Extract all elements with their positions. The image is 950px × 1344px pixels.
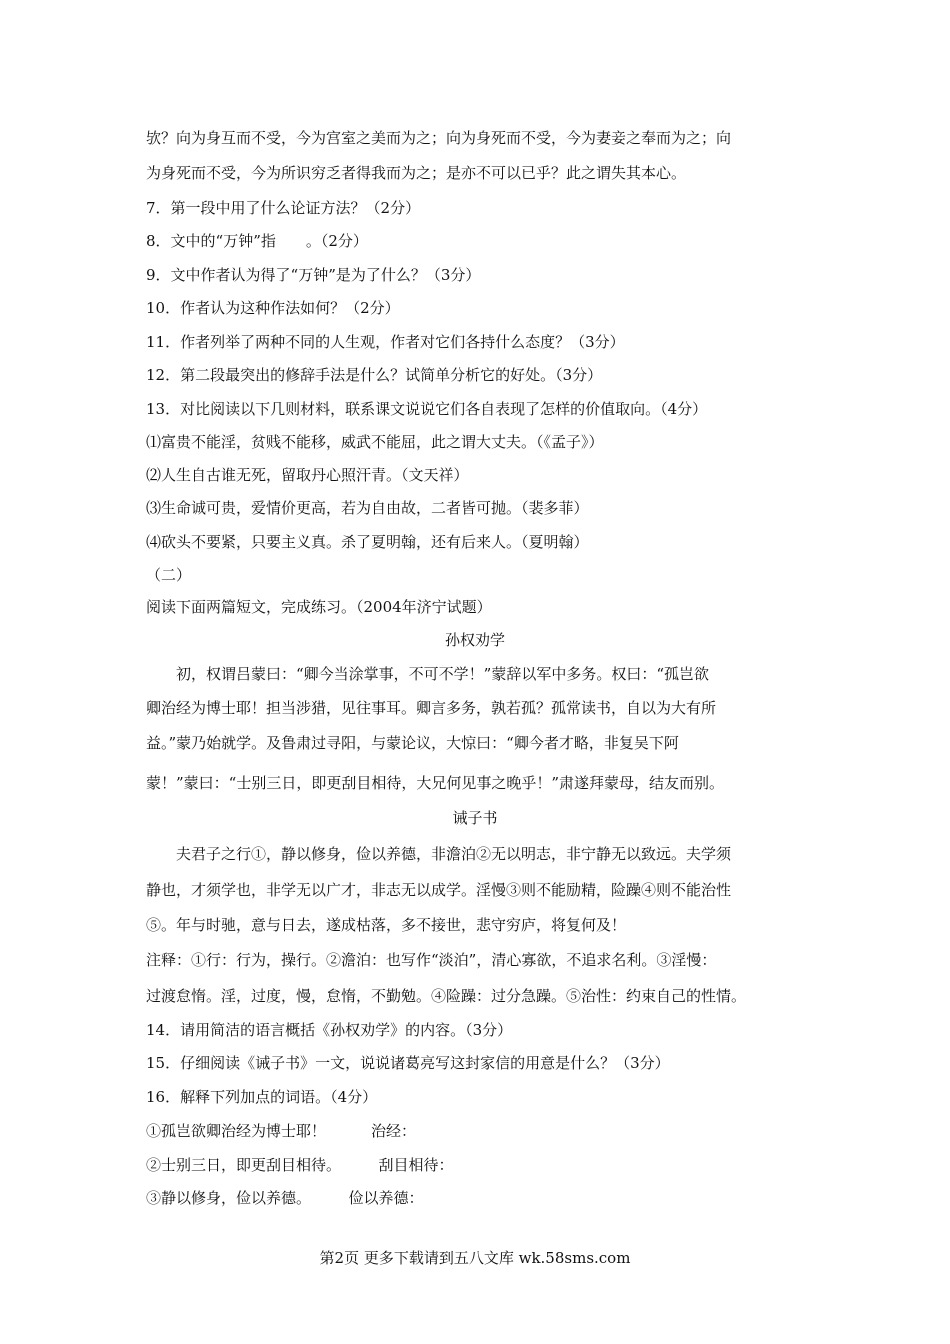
term-item-2: ②士别三日，即更刮目相待。 刮目相待： (146, 1156, 454, 1174)
text-line: 为身死而不受，今为所识穷乏者得我而为之；是亦不可以已乎？此之谓失其本心。 (146, 164, 687, 182)
annotation-line: 过渡怠惰。淫，过度，慢，怠惰，不勤勉。④险躁：过分急躁。⑤治性：约束自己的性情。 (146, 987, 747, 1005)
question-9: 9．文中作者认为得了“万钟”是为了什么？（3分） (146, 266, 481, 284)
material-1: ⑴富贵不能淫，贫贱不能移，威武不能屈，此之谓大丈夫。（《孟子》） (146, 433, 604, 451)
question-11: 11．作者列举了两种不同的人生观，作者对它们各持什么态度？（3分） (146, 333, 625, 351)
material-4: ⑷砍头不要紧，只要主义真。杀了夏明翰，还有后来人。（夏明翰） (146, 533, 589, 551)
term-item-3: ③静以修身，俭以养德。 俭以养德： (146, 1189, 424, 1207)
section-instruction: 阅读下面两篇短文，完成练习。（2004年济宁试题） (146, 598, 492, 616)
passage-title-2: 诫子书 (452, 809, 498, 827)
material-3: ⑶生命诚可贵，爱情价更高，若为自由故，二者皆可抛。（裴多菲） (146, 499, 589, 517)
question-8: 8．文中的“万钟”指 。（2分） (146, 232, 368, 250)
passage-line: 卿治经为博士耶！担当涉猎，见往事耳。卿言多务，孰若孤？孤常读书，自以为大有所 (146, 699, 717, 717)
annotation-line: 注释：①行：行为，操行。②澹泊：也写作“淡泊”，清心寡欲，不追求名利。③淫慢： (146, 951, 717, 969)
passage-line: 蒙！”蒙曰：“士别三日，即更刮目相待，大兄何见事之晚乎！”肃遂拜蒙母，结友而别。 (146, 774, 725, 792)
passage-line: ⑤。年与时驰，意与日去，遂成枯落，多不接世，悲守穷庐，将复何及！ (146, 916, 627, 934)
text-line: 欤？向为身互而不受，今为宫室之美而为之；向为身死而不受，今为妻妾之奉而为之；向 (146, 129, 732, 147)
question-13: 13．对比阅读以下几则材料，联系课文说说它们各自表现了怎样的价值取向。（4分） (146, 400, 708, 418)
passage-line: 夫君子之行①，静以修身，俭以养德，非澹泊②无以明志，非宁静无以致远。夫学须 (146, 845, 732, 863)
question-10: 10．作者认为这种作法如何？（2分） (146, 299, 400, 317)
term-item-1: ①孤岂欲卿治经为博士耶！ 治经： (146, 1122, 417, 1140)
passage-title-1: 孙权劝学 (444, 631, 505, 649)
passage-line: 益。”蒙乃始就学。及鲁肃过寻阳，与蒙论议，大惊曰：“卿今者才略，非复吴下阿 (146, 734, 679, 752)
material-2: ⑵人生自古谁无死，留取丹心照汗青。（文天祥） (146, 466, 469, 484)
question-14: 14．请用简洁的语言概括《孙权劝学》的内容。（3分） (146, 1021, 513, 1039)
section-marker: （二） (146, 566, 192, 584)
question-7: 7．第一段中用了什么论证方法？（2分） (146, 199, 421, 217)
question-16: 16．解释下列加点的词语。（4分） (146, 1088, 378, 1106)
page-footer: 第2页 更多下载请到五八文库 wk.58sms.com (319, 1249, 631, 1267)
question-15: 15．仔细阅读《诫子书》一文，说说诸葛亮写这封家信的用意是什么？（3分） (146, 1054, 670, 1072)
question-12: 12．第二段最突出的修辞手法是什么？试简单分析它的好处。（3分） (146, 366, 603, 384)
passage-line: 静也，才须学也，非学无以广才，非志无以成学。淫慢③则不能励精，险躁④则不能治性 (146, 881, 732, 899)
passage-line: 初，权谓吕蒙曰：“卿今当涂掌事，不可不学！”蒙辞以军中多务。权曰：“孤岂欲 (146, 665, 710, 683)
